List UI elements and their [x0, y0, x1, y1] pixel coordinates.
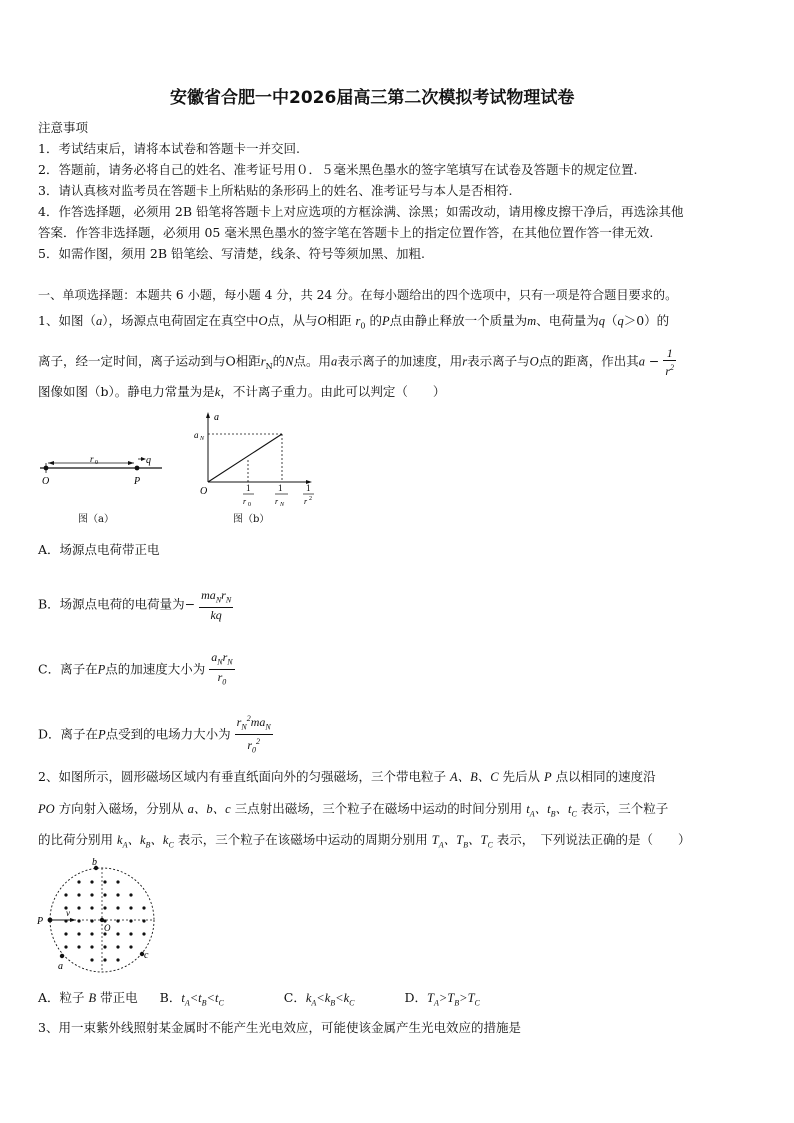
notice-heading: 注意事项 — [38, 120, 89, 135]
field-dot — [129, 919, 132, 922]
notice-item: 4．作答选择题，必须用 2B 铅笔将答题卡上对应选项的方框涂满、涂黑；如需改动，请用橡皮擦干净后，再选涂其他 — [38, 204, 684, 219]
q2-option-d: D．$T_A>T_B>T_C$ — [404, 990, 480, 1008]
field-dot — [142, 932, 145, 935]
svg-text:r: r — [275, 497, 279, 506]
field-dot — [142, 919, 145, 922]
notice-item: 2．答题前，请务必将自己的姓名、准考证号用０．５毫米黑色墨水的签字笔填写在试卷及答题卡的规定位置. — [38, 162, 638, 177]
fraction-1-over-r2: $\frac{1}{r^2}$ — [665, 346, 675, 378]
q1-line1: 1、如图（a），场源点电荷固定在真空中O点，从与O相距 $r_0$ 的P点由静止释放一个质量为m、电荷量为q（q＞0）的 — [38, 313, 670, 331]
field-dot — [77, 919, 80, 922]
field-dot — [90, 893, 93, 896]
page-title: 安徽省合肥一中2026届高三第二次模拟考试物理试卷 — [170, 88, 575, 108]
figure-b — [192, 408, 322, 518]
field-dot — [129, 893, 132, 896]
svg-text:r: r — [243, 497, 247, 506]
svg-text:r: r — [90, 454, 94, 464]
field-dot — [116, 880, 119, 883]
q2-option-b: B．$t_A<t_B<t_C$ — [159, 990, 224, 1008]
q2-option-a: A．粒子 B 带正电 — [38, 990, 138, 1005]
svg-text:c: c — [144, 950, 149, 961]
q2-line2: PO 方向射入磁场，分别从 a、b、c 三点射出磁场，三个粒子在磁场中运动的时间分别用 $t_A$、$t_B$、$t_C$ 表示，三个粒子 — [38, 801, 669, 819]
q1-line3: 图像如图（b）。静电力常量为是k，不计离子重力。由此可以判定（ ） — [38, 384, 446, 399]
svg-text:1: 1 — [306, 483, 311, 493]
svg-text:N: N — [280, 502, 285, 508]
svg-text:P: P — [134, 476, 141, 487]
svg-text:r: r — [304, 497, 308, 506]
figure-b-caption: 图（b） — [233, 514, 270, 525]
svg-text:1: 1 — [278, 483, 283, 493]
field-dot — [116, 945, 119, 948]
notice-item: 5．如需作图，须用 2B 铅笔绘、写清楚，线条、符号等须加黑、加粗. — [38, 246, 426, 261]
field-dot — [103, 893, 106, 896]
field-dot — [103, 945, 106, 948]
field-dot — [142, 906, 145, 909]
svg-text:1: 1 — [246, 483, 251, 493]
notice-item: 答案．作答非选择题，必须用 05 毫米黑色墨水的签字笔在答题卡上的指定位置作答，在其他位置作答一律无效. — [38, 225, 654, 240]
field-dot — [77, 932, 80, 935]
field-dot — [103, 958, 106, 961]
svg-text:v: v — [66, 908, 70, 918]
field-dot — [116, 919, 119, 922]
q1-option-a: A．场源点电荷带正电 — [38, 542, 160, 557]
field-dot — [77, 945, 80, 948]
field-dot — [129, 906, 132, 909]
q2-line1: 2、如图所示，圆形磁场区域内有垂直纸面向外的匀强磁场，三个带电粒子 A、B、C 先后从 P 点以相同的速度沿 — [38, 769, 656, 784]
field-dot — [116, 906, 119, 909]
magnetic-field-figure — [34, 856, 164, 976]
field-dot — [90, 906, 93, 909]
q1-option-d: D．离子在P点受到的电场力大小为 $\frac{r_N^2ma_N}{r_0^2}$ — [38, 714, 271, 755]
svg-text:0: 0 — [95, 460, 98, 466]
svg-text:a: a — [58, 961, 63, 972]
field-dot — [129, 945, 132, 948]
svg-text:q: q — [146, 455, 151, 466]
svg-text:O: O — [200, 486, 208, 497]
section-heading: 一、单项选择题：本题共 6 小题，每小题 4 分，共 24 分。在每小题给出的四个选项中，只有一项是符合题目要求的。 — [38, 288, 678, 302]
field-dot — [90, 880, 93, 883]
svg-text:O: O — [104, 923, 111, 933]
field-dot — [129, 932, 132, 935]
field-dot — [90, 945, 93, 948]
field-dot — [77, 893, 80, 896]
svg-text:a: a — [214, 412, 219, 423]
field-dot — [90, 932, 93, 935]
field-dot — [90, 919, 93, 922]
q2-option-c: C．$k_A<k_B<k_C$ — [283, 990, 355, 1008]
svg-text:N: N — [200, 436, 205, 442]
q2-options — [38, 990, 480, 1012]
figure-a-caption: 图（a） — [78, 514, 114, 525]
notice-item: 3．请认真核对监考员在答题卡上所粘贴的条形码上的姓名、准考证号与本人是否相符. — [38, 183, 513, 198]
svg-text:O: O — [42, 476, 50, 487]
svg-text:P: P — [37, 916, 44, 927]
svg-text:0: 0 — [248, 502, 251, 508]
q3-line1: 3、用一束紫外线照射某金属时不能产生光电效应，可能使该金属产生光电效应的措施是 — [38, 1020, 521, 1035]
field-dot — [116, 958, 119, 961]
q1-option-b: B．场源点电荷的电荷量为− $\frac{ma_Nr_N}{kq}$ — [38, 588, 232, 623]
svg-text:a: a — [194, 430, 199, 440]
field-dot — [77, 880, 80, 883]
field-dot — [90, 958, 93, 961]
field-dot — [103, 906, 106, 909]
notice-item: 1．考试结束后，请将本试卷和答题卡一并交回. — [38, 141, 300, 156]
q2-line3: 的比荷分别用 $k_A$、$k_B$、$k_C$ 表示，三个粒子在该磁场中运动的周期分别用 $T_A$、$T_B$、$T_C$ 表示， 下列说法正确的是（ ） — [38, 832, 691, 850]
q1-option-c: C．离子在P点的加速度大小为 $\frac{a_Nr_N}{r_0}$ — [38, 650, 233, 687]
field-dot — [64, 893, 67, 896]
field-dot — [116, 893, 119, 896]
field-dot — [116, 932, 119, 935]
field-dot — [64, 945, 67, 948]
q1-line2: 离子，经一定时间，离子运动到与O相距$r_N$的N点。用a表示离子的加速度，用r表示离子与O点的距离，作出其a − $\frac{1}{r^2}$ — [38, 346, 675, 378]
svg-text:2: 2 — [309, 496, 312, 502]
field-dot — [77, 906, 80, 909]
field-dot — [64, 932, 67, 935]
svg-text:b: b — [92, 857, 97, 868]
field-dot — [103, 880, 106, 883]
